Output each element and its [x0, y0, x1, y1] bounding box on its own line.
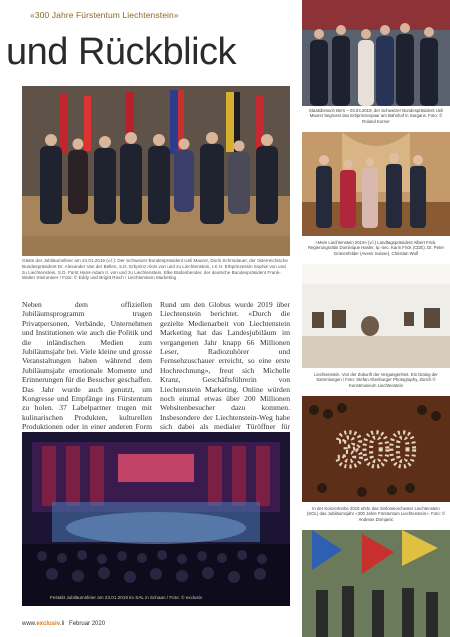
- side-photo-flags-parade: [302, 530, 450, 637]
- footer-issue: Februar 2020: [69, 621, 106, 627]
- section-tag: «300 Jahre Fürstentum Liechtenstein»: [30, 10, 179, 20]
- sol-concert-illustration: [302, 396, 450, 502]
- side-caption-state-visit: Staatsbesuch Bern – 03.04.2019, der Schweizer Bundespräsident Ueli Maurer begrüsst das Erbprinzenpaar am Bahnhof in Sargans. Foto: © Roland Korner: [308, 108, 444, 124]
- group-photo-illustration: [22, 86, 290, 256]
- kunstmuseum-illustration: [302, 264, 450, 368]
- flags-parade-illustration: [302, 530, 450, 637]
- article-column-1: Neben dem offiziellen Jubiläumsprogramm trugen Privatpersonen, Verbände, Unternehmen und Institutionen wie auch die Politik und die inländischen Medien zum Jubiläumsjahr bei. Viele kleine und grosse Veranstaltungen haben während dem Jubiläumsjahr emotionale Momente und Erinnerungen für die Besucher geschaffen. Das Jahr wurde auch genutzt, um Kongresse und Empfänge ins Fürstentum zu holen. 37 Labelpartner trugen mit kulinarischen Produkten, kulturellen Produktionen oder in einer anderen Form: [22, 300, 152, 432]
- article-column-2-text: Rund um den Globus wurde 2019 über Liechtenstein berichtet. «Durch die gezielte Medienarbeit von Liechtenstein Marketing hat das Landesjubiläum im vergangenen Jahr knapp 66 Millionen Leser, Radiozuhörer und Fernsehzuschauer erreicht, so eine erste Hochrechnung», freut sich Michelle Kranz, Geschäftsführerin von Liechtenstein Marketing. Online würden noch einmal etwas über 200 Millionen Websitenbesucher dazu kommen. Insbesondere der Liechtenstein-Weg habe sich dabei als medialer Türöffner für: [160, 300, 290, 432]
- svg-text:300: 300: [335, 424, 417, 477]
- festakt-photo-caption: Festakt Jubiläumsfeier am 23.01.2019 im SAL in Schaan / Foto: © exclusiv: [50, 595, 203, 600]
- side-caption-sol-concert: In der Konzertreihe 2019 ehrte das Sinfonieorchester Liechtenstein (SOL) das Jubiläumsjahr «300 Jahre Fürstentum Liechtenstein». Foto: © Andreas Domjanic: [306, 506, 446, 522]
- mein-liechtenstein-illustration: [302, 132, 450, 236]
- main-photo-caption: Gäste der Jubiläumsfeier am 23.01.2019 (v.l.): Der Schweizer Bundespräsident Ueli Maurer, Doris Schmidauer, der österreichische Bundespräsident Dr. Alexander Van der Bellen, S.D. Erbprinz Alois von und zu Liechtenstein, I.K.H. Erbprinzessin Sophie von und zu Liechtenstein, S.D. Fürst Hans-Adam II. von und zu Liechtenstein, Elke Büdenbender, der deutsche Bundespräsident Frank-Walter Steinmeier / Foto: © Eddy und Brigitt Risch / Liechtenstein Marketing: [22, 258, 288, 281]
- footer-url-prefix: www.: [22, 621, 37, 627]
- footer-url-suffix: .li: [60, 621, 65, 627]
- side-photo-kunstmuseum: [302, 264, 450, 368]
- main-group-photo: [22, 86, 290, 256]
- side-photo-sol-concert: [302, 396, 450, 502]
- side-photo-mein-liechtenstein: [302, 132, 450, 236]
- state-visit-illustration: [302, 0, 450, 106]
- page-footer: [22, 621, 105, 627]
- festakt-photo: [22, 432, 290, 606]
- footer-brand: exclusiv: [36, 621, 61, 627]
- page-headline: und Rückblick: [6, 31, 237, 73]
- side-caption-mein-liechtenstein: «Mein Liechtenstein 2019» (v.l.) Landtagspräsident Albert Frick, Regierungsrätin Dominique Hasler, Ip.-sec. Karin Frick (CDE), Dr. Peter Grünenfelder (Avenir Suisse), Christian Wolf: [307, 240, 445, 256]
- side-photo-state-visit: [302, 0, 450, 106]
- article-column-2: [160, 300, 290, 443]
- festakt-illustration: [22, 432, 290, 606]
- side-caption-kunstmuseum: Liechtenstein. Von der Zukunft der Vergangenheit. Ein Dialog der Sammlungen / Foto: Stefan Altenburger Photography, Zürich © Kunstmuseum Liechtenstein: [314, 372, 438, 388]
